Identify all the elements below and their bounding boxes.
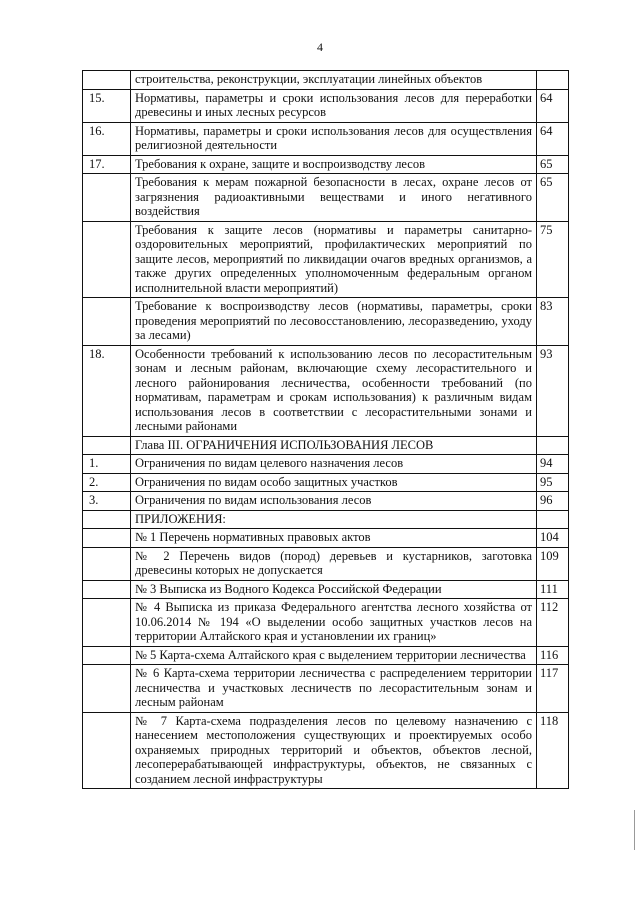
toc-row-page: 65 bbox=[537, 155, 569, 174]
toc-row-number: 18. bbox=[83, 345, 131, 436]
toc-row bbox=[83, 436, 569, 455]
toc-row-page: 96 bbox=[537, 492, 569, 511]
toc-row-page bbox=[537, 436, 569, 455]
toc-row-page: 64 bbox=[537, 122, 569, 155]
page-number: 4 bbox=[317, 40, 323, 54]
table-of-contents bbox=[82, 70, 569, 789]
toc-row-page: 117 bbox=[537, 665, 569, 713]
toc-row-number bbox=[83, 599, 131, 647]
toc-row-title: № 7 Карта-схема подразделения лесов по целевому назначению с нанесением местоположения существующих и проектируемых особо охраняемых природных территорий и объектов, объектов лесной, лесоперерабатывающей инфраструктуры, объектов, не связанных с созданием лесной инфраструктуры bbox=[131, 712, 537, 789]
toc-row-page bbox=[537, 510, 569, 529]
toc-row-page: 118 bbox=[537, 712, 569, 789]
toc-row-number bbox=[83, 665, 131, 713]
toc-row-page: 109 bbox=[537, 547, 569, 580]
toc-row-number bbox=[83, 71, 131, 90]
toc-row-page: 65 bbox=[537, 174, 569, 222]
toc-row-title: Требования к мерам пожарной безопасности в лесах, охране лесов от загрязнения радиоактивными веществами и иного негативного воздействия bbox=[131, 174, 537, 222]
toc-row bbox=[83, 174, 569, 222]
toc-row-page: 93 bbox=[537, 345, 569, 436]
toc-row-page: 64 bbox=[537, 89, 569, 122]
toc-row-title: № 2 Перечень видов (пород) деревьев и кустарников, заготовка древесины которых не допускается bbox=[131, 547, 537, 580]
toc-row-number: 1. bbox=[83, 455, 131, 474]
toc-row-number bbox=[83, 547, 131, 580]
toc-body bbox=[83, 71, 569, 789]
toc-row-number: 3. bbox=[83, 492, 131, 511]
toc-row-title: № 5 Карта-схема Алтайского края с выделением территории лесничества bbox=[131, 646, 537, 665]
toc-row-title: № 3 Выписка из Водного Кодекса Российской Федерации bbox=[131, 580, 537, 599]
toc-row-title: Нормативы, параметры и сроки использования лесов для осуществления религиозной деятельности bbox=[131, 122, 537, 155]
toc-row-number bbox=[83, 174, 131, 222]
toc-row bbox=[83, 492, 569, 511]
toc-row bbox=[83, 547, 569, 580]
toc-row-title: № 4 Выписка из приказа Федерального агентства лесного хозяйства от 10.06.2014 № 194 «О выделении особо защитных участков лесов на территории Алтайского края и установлении их границ» bbox=[131, 599, 537, 647]
toc-row-title: № 6 Карта-схема территории лесничества с распределением территории лесничества и участковых лесничеств по лесорастительным зонам и лесным районам bbox=[131, 665, 537, 713]
toc-row-number bbox=[83, 712, 131, 789]
toc-row bbox=[83, 599, 569, 647]
toc-row bbox=[83, 529, 569, 548]
toc-row-number bbox=[83, 580, 131, 599]
margin-mark bbox=[634, 810, 638, 850]
toc-row-title: Ограничения по видам особо защитных участков bbox=[131, 473, 537, 492]
toc-row-title: Глава III. ОГРАНИЧЕНИЯ ИСПОЛЬЗОВАНИЯ ЛЕСОВ bbox=[131, 436, 537, 455]
toc-row bbox=[83, 298, 569, 346]
toc-row-page: 104 bbox=[537, 529, 569, 548]
toc-row bbox=[83, 89, 569, 122]
toc-row-number: 15. bbox=[83, 89, 131, 122]
toc-row bbox=[83, 155, 569, 174]
toc-row bbox=[83, 646, 569, 665]
toc-row bbox=[83, 712, 569, 789]
toc-row-number bbox=[83, 221, 131, 298]
toc-row-number: 17. bbox=[83, 155, 131, 174]
toc-row-number bbox=[83, 298, 131, 346]
toc-row bbox=[83, 221, 569, 298]
toc-row-number bbox=[83, 529, 131, 548]
toc-row-number bbox=[83, 436, 131, 455]
toc-row bbox=[83, 510, 569, 529]
toc-row-number bbox=[83, 646, 131, 665]
toc-row bbox=[83, 665, 569, 713]
toc-row-number bbox=[83, 510, 131, 529]
toc-row bbox=[83, 71, 569, 90]
toc-row-page: 75 bbox=[537, 221, 569, 298]
toc-row bbox=[83, 473, 569, 492]
toc-row-title: Требование к воспроизводству лесов (нормативы, параметры, сроки проведения мероприятий по лесовосстановлению, лесоразведению, уходу за лесами) bbox=[131, 298, 537, 346]
toc-row-title: строительства, реконструкции, эксплуатации линейных объектов bbox=[131, 71, 537, 90]
toc-row-page bbox=[537, 71, 569, 90]
toc-row-page: 95 bbox=[537, 473, 569, 492]
toc-row bbox=[83, 345, 569, 436]
toc-row-title: ПРИЛОЖЕНИЯ: bbox=[131, 510, 537, 529]
toc-row-page: 116 bbox=[537, 646, 569, 665]
toc-row-title: Нормативы, параметры и сроки использования лесов для переработки древесины и иных лесных ресурсов bbox=[131, 89, 537, 122]
toc-row bbox=[83, 122, 569, 155]
toc-row-page: 94 bbox=[537, 455, 569, 474]
toc-row-title: № 1 Перечень нормативных правовых актов bbox=[131, 529, 537, 548]
toc-row bbox=[83, 580, 569, 599]
toc-row-page: 112 bbox=[537, 599, 569, 647]
toc-row-page: 111 bbox=[537, 580, 569, 599]
toc-row-title: Особенности требований к использованию лесов по лесорастительным зонам и лесным районам, включающие схему лесорастительного и лесного районирования лесничества, особенности требований (по нормативам, параметрам и срокам использования) к различным видам использования лесов в соответствии с лесорастительными зонами и лесными районами bbox=[131, 345, 537, 436]
toc-row-number: 2. bbox=[83, 473, 131, 492]
toc-row bbox=[83, 455, 569, 474]
toc-row-title: Ограничения по видам использования лесов bbox=[131, 492, 537, 511]
toc-row-number: 16. bbox=[83, 122, 131, 155]
toc-row-title: Ограничения по видам целевого назначения лесов bbox=[131, 455, 537, 474]
toc-row-page: 83 bbox=[537, 298, 569, 346]
toc-row-title: Требования к защите лесов (нормативы и параметры санитарно-оздоровительных мероприятий, профилактических мероприятий по защите лесов, мероприятий по ликвидации очагов вредных организмов, а также других определенных уполномоченным федеральным органом исполнительной власти мероприятий) bbox=[131, 221, 537, 298]
toc-row-title: Требования к охране, защите и воспроизводству лесов bbox=[131, 155, 537, 174]
